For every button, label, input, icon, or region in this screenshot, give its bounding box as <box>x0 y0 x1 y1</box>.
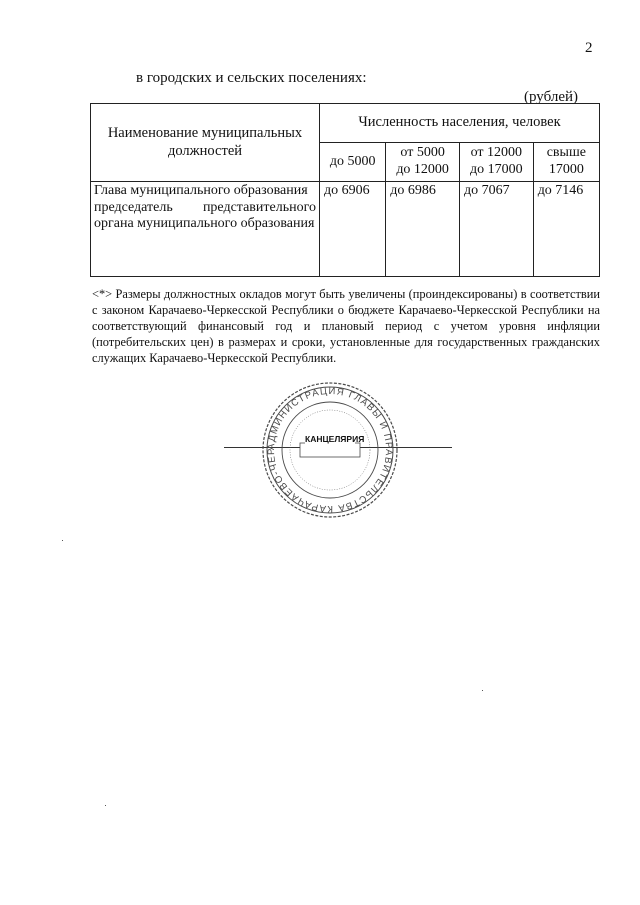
bin-label: до 5000 <box>329 153 376 169</box>
header-population: Численность населения, человек <box>320 104 600 143</box>
position-cell <box>91 182 320 277</box>
intro-text: в городских и сельских поселениях: <box>136 70 367 86</box>
header-bin <box>459 143 533 182</box>
bin-label: от 5000 <box>400 145 445 161</box>
header-bin <box>533 143 599 182</box>
scan-speck <box>482 690 483 691</box>
bin-label: 17000 <box>548 162 584 177</box>
header-bin <box>320 143 386 182</box>
bin-label: до 17000 <box>470 162 523 177</box>
salary-value: до 7067 <box>459 182 533 277</box>
official-stamp <box>260 380 400 520</box>
header-bin <box>386 143 460 182</box>
position-name: Глава муниципального образования <box>94 183 308 198</box>
header-position-name: Наименование муниципальных должностей <box>91 104 320 182</box>
table-row <box>91 182 600 277</box>
page-number: 2 <box>585 40 593 56</box>
bin-label: свыше <box>546 145 586 161</box>
svg-text:АДМИНИСТРАЦИЯ ГЛАВЫ И ПРАВИТЕЛ: АДМИНИСТРАЦИЯ ГЛАВЫ И ПРАВИТЕЛЬСТВА КАРАЧАЕВО-ЧЕР <box>265 385 395 515</box>
salary-table <box>90 103 600 277</box>
position-name: председатель представительного органа муниципального образования <box>94 199 316 232</box>
scan-speck <box>62 540 63 541</box>
stamp-inner-label: КАНЦЕЛЯРИЯ <box>305 434 365 444</box>
footnote: <*> Размеры должностных окладов могут быть увеличены (проиндексированы) в соответствии с законом Карачаево-Черкесской Республики о бюджете Карачаево-Черкесской Республики на соответствующий финансовый год и плановый период с учетом уровня инфляции (потребительских цен) в размерах и сроки, установленные для государственных гражданских служащих Карачаево-Черкесской Республики. <box>92 287 600 365</box>
salary-value: до 7146 <box>533 182 599 277</box>
bin-label: до 12000 <box>396 162 449 177</box>
stamp-seal <box>260 380 400 520</box>
salary-value: до 6986 <box>386 182 460 277</box>
units-label: (рублей) <box>524 89 579 105</box>
bin-label: от 12000 <box>470 145 523 161</box>
salary-value: до 6906 <box>320 182 386 277</box>
scan-speck <box>105 805 106 806</box>
